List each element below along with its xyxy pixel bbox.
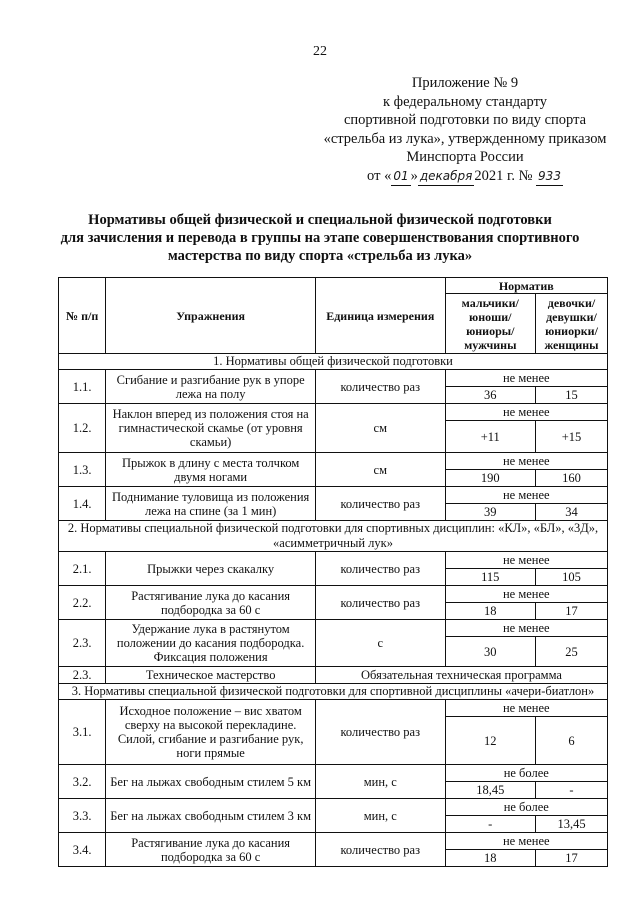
header-male: мальчики/ юноши/ юниоры/ мужчины bbox=[445, 294, 535, 354]
row-male-value: 190 bbox=[445, 470, 535, 487]
row-female-value: 13,45 bbox=[536, 816, 608, 833]
row-condition: не менее bbox=[445, 620, 607, 637]
row-male-value: - bbox=[445, 816, 535, 833]
row-unit: мин, с bbox=[316, 765, 446, 799]
header-exercise: Упражнения bbox=[106, 278, 316, 354]
row-exercise: Удержание лука в растянутом положении до касания подбородка. Фиксация положения bbox=[106, 620, 316, 667]
row-condition: не менее bbox=[445, 404, 607, 421]
title-line: для зачисления и перевода в группы на этапе совершенствования спортивного bbox=[60, 230, 580, 246]
row-num: 1.4. bbox=[59, 487, 106, 521]
row-condition: не менее bbox=[445, 487, 607, 504]
row-condition: не менее bbox=[445, 552, 607, 569]
row-exercise: Растягивание лука до касания подбородка за 60 с bbox=[106, 586, 316, 620]
appendix-line: «стрельба из лука», утвержденному приказом bbox=[323, 130, 607, 147]
row-unit: мин, с bbox=[316, 799, 446, 833]
date-prefix: от « bbox=[367, 167, 392, 184]
row-num: 2.1. bbox=[59, 552, 106, 586]
row-male-value: 39 bbox=[445, 504, 535, 521]
row-female-value: 160 bbox=[536, 470, 608, 487]
row-female-value: 15 bbox=[536, 387, 608, 404]
row-condition: не более bbox=[445, 799, 607, 816]
row-condition: не менее bbox=[445, 453, 607, 470]
section-2-title: 2. Нормативы специальной физической подготовки для спортивных дисциплин: «КЛ», «БЛ», «3Д», «асимметричный лук» bbox=[59, 521, 608, 552]
row-exercise: Растягивание лука до касания подбородка за 60 с bbox=[106, 833, 316, 867]
row-num: 1.1. bbox=[59, 370, 106, 404]
row-num: 3.3. bbox=[59, 799, 106, 833]
row-female-value: 34 bbox=[536, 504, 608, 521]
row-exercise: Прыжки через скакалку bbox=[106, 552, 316, 586]
title-line: Нормативы общей физической и специальной физической подготовки bbox=[88, 212, 552, 228]
title-line: мастерства по виду спорта «стрельба из лука» bbox=[167, 248, 473, 264]
header-norm: Норматив bbox=[445, 278, 607, 294]
header-num: № п/п bbox=[59, 278, 106, 354]
appendix-line: к федеральному стандарту bbox=[383, 93, 547, 110]
row-male-value: +11 bbox=[445, 421, 535, 453]
row-condition: не менее bbox=[445, 700, 607, 717]
row-exercise: Прыжок в длину с места толчком двумя ногами bbox=[106, 453, 316, 487]
row-num: 2.3. bbox=[59, 620, 106, 667]
appendix-line: спортивной подготовки по виду спорта bbox=[343, 112, 587, 128]
appendix-title: Приложение № 9 bbox=[411, 75, 519, 91]
row-male-value: 18 bbox=[445, 603, 535, 620]
row-female-value: 6 bbox=[536, 717, 608, 765]
row-exercise: Сгибание и разгибание рук в упоре лежа на полу bbox=[106, 370, 316, 404]
row-unit: количество раз bbox=[316, 833, 446, 867]
row-num: 3.1. bbox=[59, 700, 106, 765]
row-male-value: 18,45 bbox=[445, 782, 535, 799]
row-exercise: Техническое мастерство bbox=[106, 667, 316, 684]
order-date-line bbox=[300, 167, 630, 187]
date-year: 2021 г. № bbox=[474, 167, 533, 184]
row-num: 1.3. bbox=[59, 453, 106, 487]
row-num: 2.2. bbox=[59, 586, 106, 620]
appendix-line: Минспорта России bbox=[406, 149, 524, 165]
order-number-handwritten: 933 bbox=[536, 167, 563, 187]
appendix-header bbox=[300, 74, 630, 186]
row-female-value: 25 bbox=[536, 637, 608, 667]
row-female-value: 105 bbox=[536, 569, 608, 586]
header-female: девочки/ девушки/ юниорки/ женщины bbox=[536, 294, 608, 354]
row-unit: количество раз bbox=[316, 487, 446, 521]
row-exercise: Поднимание туловища из положения лежа на спине (за 1 мин) bbox=[106, 487, 316, 521]
row-male-value: 115 bbox=[445, 569, 535, 586]
row-condition: не менее bbox=[445, 586, 607, 603]
row-condition: не менее bbox=[445, 833, 607, 850]
row-num: 2.3. bbox=[59, 667, 106, 684]
row-male-value: 12 bbox=[445, 717, 535, 765]
date-day-handwritten: 01 bbox=[391, 167, 410, 187]
row-exercise: Исходное положение – вис хватом сверху на высокой перекладине. Силой, сгибание и разгибание рук, ноги прямые bbox=[106, 700, 316, 765]
date-mid: » bbox=[410, 167, 418, 184]
norms-table bbox=[58, 277, 608, 867]
row-female-value: 17 bbox=[536, 603, 608, 620]
row-num: 3.2. bbox=[59, 765, 106, 799]
row-unit: количество раз bbox=[316, 370, 446, 404]
row-male-value: 30 bbox=[445, 637, 535, 667]
row-exercise: Бег на лыжах свободным стилем 5 км bbox=[106, 765, 316, 799]
row-unit: количество раз bbox=[316, 552, 446, 586]
section-1-title: 1. Нормативы общей физической подготовки bbox=[59, 354, 608, 370]
row-unit: см bbox=[316, 404, 446, 453]
row-condition: не более bbox=[445, 765, 607, 782]
row-program: Обязательная техническая программа bbox=[316, 667, 608, 684]
row-unit: количество раз bbox=[316, 586, 446, 620]
row-exercise: Наклон вперед из положения стоя на гимнастической скамье (от уровня скамьи) bbox=[106, 404, 316, 453]
row-female-value: - bbox=[536, 782, 608, 799]
page-number: 22 bbox=[313, 44, 327, 59]
section-3-title: 3. Нормативы специальной физической подготовки для спортивной дисциплины «ачери-биатлон» bbox=[59, 684, 608, 700]
header-unit: Единица измерения bbox=[316, 278, 446, 354]
row-female-value: 17 bbox=[536, 850, 608, 867]
row-num: 3.4. bbox=[59, 833, 106, 867]
row-unit: см bbox=[316, 453, 446, 487]
row-male-value: 36 bbox=[445, 387, 535, 404]
row-male-value: 18 bbox=[445, 850, 535, 867]
row-unit: с bbox=[316, 620, 446, 667]
document-title bbox=[30, 211, 610, 265]
row-num: 1.2. bbox=[59, 404, 106, 453]
row-unit: количество раз bbox=[316, 700, 446, 765]
row-female-value: +15 bbox=[536, 421, 608, 453]
row-condition: не менее bbox=[445, 370, 607, 387]
date-month-handwritten: декабря bbox=[418, 167, 475, 187]
row-exercise: Бег на лыжах свободным стилем 3 км bbox=[106, 799, 316, 833]
